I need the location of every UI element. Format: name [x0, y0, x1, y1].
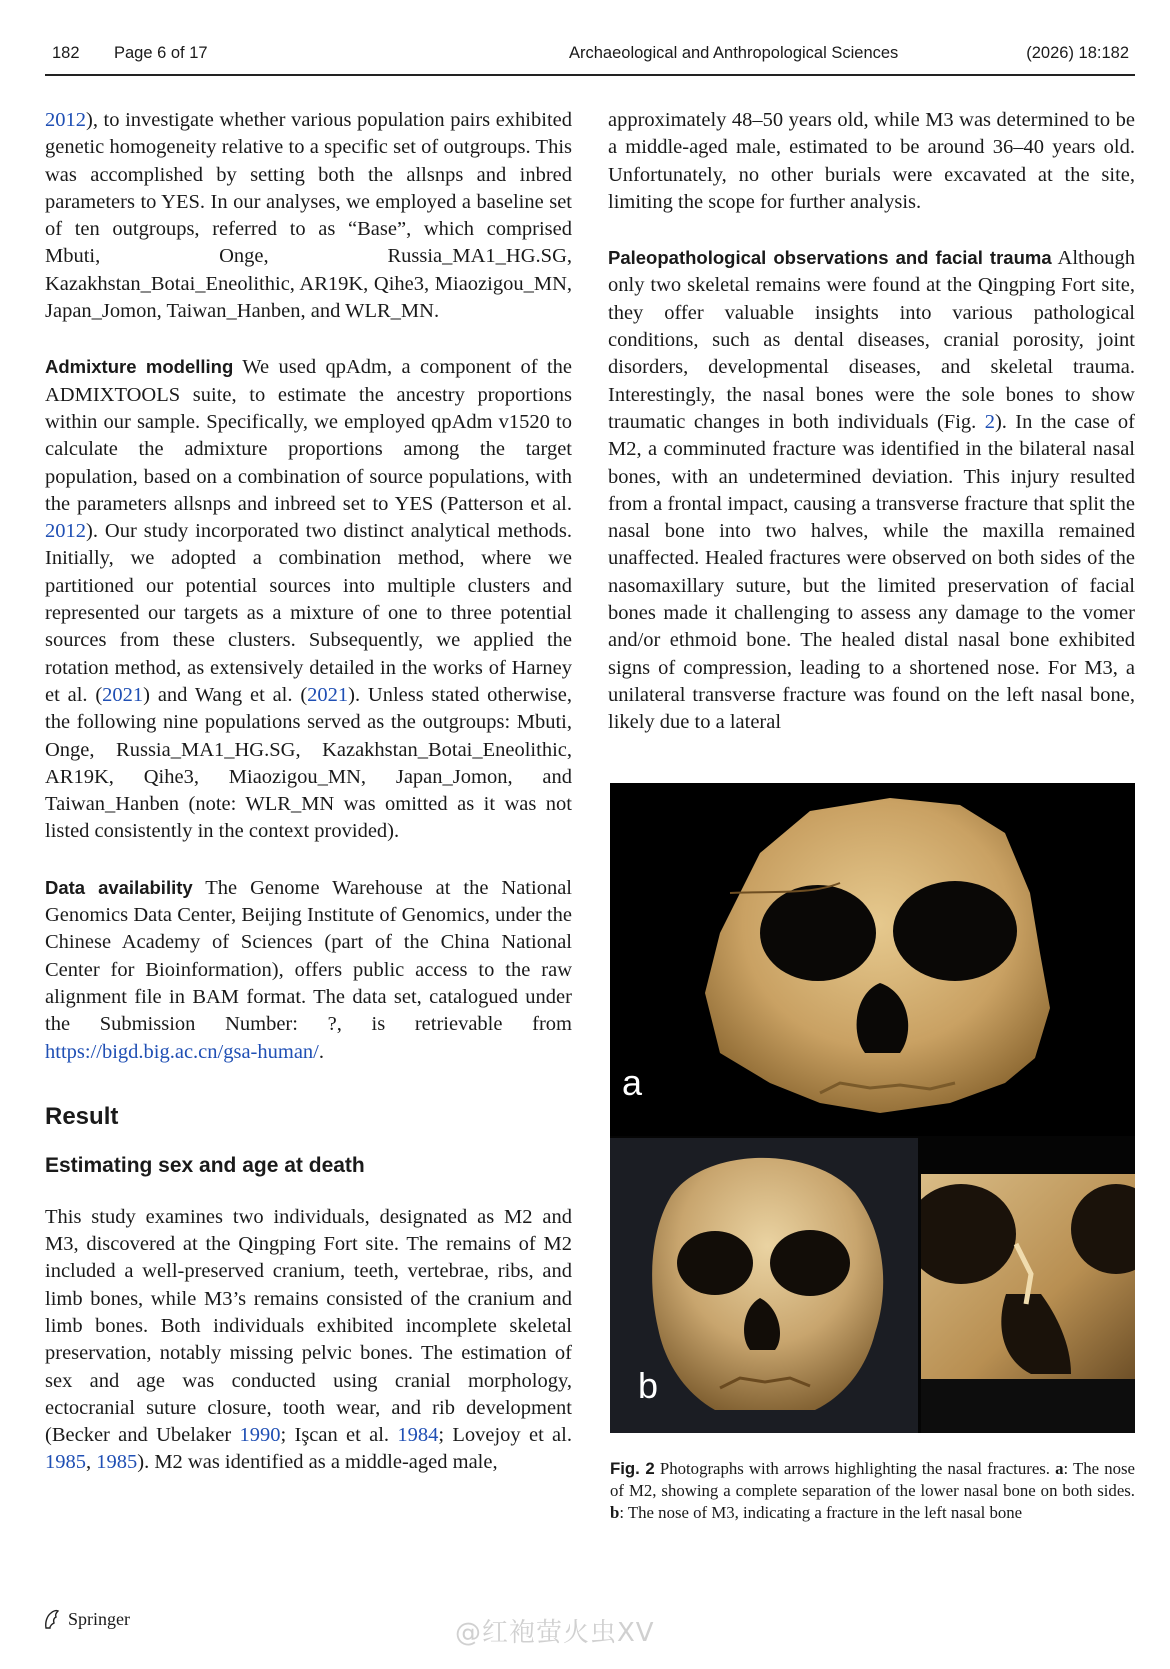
watermark: @红袍萤火虫XV — [455, 1618, 655, 1648]
figure-panel-a — [610, 783, 1135, 1136]
figure-reference-link[interactable]: 2 — [984, 410, 995, 433]
citation-link[interactable]: 2012 — [45, 520, 86, 543]
figure-panel-b-right — [921, 1174, 1135, 1433]
right-column — [608, 107, 1135, 737]
runin-heading-admixture: Admixture modelling — [45, 356, 234, 378]
paragraph-paleopathology: Paleopathological observations and facial trauma Although only two skeletal remains were found at the Qingping Fort site, they offer valuable insights into various pathological conditions, such as dental diseases, cranial porosity, joint disorders, developmental diseases, and skeletal trauma. Interestingly, the nasal bones were the sole bones to show traumatic changes in both individuals (Fig. 2). In the case of M2, a comminuted fracture was identified in the bilateral nasal bones, with an undetermined deviation. This injury resulted from a frontal impact, causing a transverse fracture that split the nasal bone into two halves, while the maxilla remained unaffected. Healed fractures were observed on both sides of the nasomaxillary suture, but the limited preservation of facial bones made it challenging to assess any damage to the vomer and/or ethmoid bone. The healed distal nasal bone exhibited signs of compression, leading to a shortened nose. For M3, a unilateral transverse fracture was found on the left nasal bone, likely due to a lateral — [608, 247, 1135, 734]
runin-heading-data-availability: Data availability — [45, 876, 193, 898]
left-column — [45, 107, 572, 1477]
skull-m2-photo — [610, 783, 1135, 1136]
data-url-link[interactable]: https://bigd.big.ac.cn/gsa-human/ — [45, 1040, 319, 1063]
citation-link[interactable]: 2012 — [45, 109, 86, 131]
citation-link[interactable]: 1985 — [45, 1451, 86, 1474]
subsection-title: Estimating sex and age at death — [45, 1153, 365, 1177]
nasal-closeup-photo — [921, 1174, 1135, 1433]
figure-label: Fig. 2 — [610, 1459, 655, 1478]
running-header — [45, 42, 1135, 76]
paragraph-admixture: Admixture modelling We used qpAdm, a component of the ADMIXTOOLS suite, to estimate the ancestry proportions within our sample. Specifically, we employed qpAdm v1520 to calculate the admixture proportions among the target population, based on a combination of source populations, with the parameters allsnps and inbreed set to YES (Patterson et al. 2012). Our study incorporated two distinct analytical methods. Initially, we adopted a combination method, where we partitioned our potential sources into multiple clusters and represented our targets as a mixture of one to three potential sources from these clusters. Subsequently, we applied the rotation method, as extensively detailed in the works of Harney et al. (2021) and Wang et al. (2021). Unless stated otherwise, the following nine populations served as the outgroups: Mbuti, Onge, Russia_MA1_HG.SG, Kazakhstan_Botai_Eneolithic, AR19K, Qihe3, Miaozigou_MN, Japan_Jomon, and Taiwan_Hanben (note: WLR_MN was omitted as it was not listed consistently in the context provided). — [45, 356, 572, 843]
figure-panel-b-left — [610, 1138, 918, 1433]
citation-link[interactable]: 1985 — [96, 1451, 138, 1474]
article-citation: (2026) 18:182 — [1026, 44, 1129, 62]
panel-label-a: a — [622, 1062, 643, 1103]
journal-name: Archaeological and Anthropological Sciences — [569, 44, 899, 62]
springer-horse-icon — [42, 1608, 62, 1630]
paragraph-sex-age: This study examines two individuals, designated as M2 and M3, discovered at the Qingping Fort site. The remains of M2 included a well-preserved cranium, teeth, vertebrae, ribs, and limb bones, while M3’s remains consisted of the cranium and limb bones. Both individuals exhibited incomplete skeletal preservation, notably missing pelvic bones. The estimation of sex and age was conducted using cranial morphology, ectocranial suture closure, tooth wear, and rib development (Becker and Ubelaker 1990; Işcan et al. 1984; Lovejoy et al. 1985, 1985). M2 was identified as a middle-aged male, — [45, 1205, 572, 1474]
panel-label-b: b — [638, 1365, 659, 1406]
paragraph-outgroups: 2012), to investigate whether various population pairs exhibited genetic homogeneity relative to a specific set of outgroups. This was accomplished by setting both the allsnps and inbred parameters to YES. In our analyses, we employed a baseline set of ten outgroups, referred to as “Base”, which comprised Mbuti, Onge, Russia_MA1_HG.SG, Kazakhstan_Botai_Eneolithic, AR19K, Qihe3, Miaozigou_MN, Japan_Jomon, Taiwan_Hanben, and WLR_MN. — [45, 109, 572, 323]
page-of: Page 6 of 17 — [114, 44, 208, 62]
page-number: 182 — [52, 44, 80, 62]
paragraph-data-availability: Data availability The Genome Warehouse at the National Genomics Data Center, Beijing Institute of Genomics, under the Chinese Academy of Sciences (part of the China National Center for Bioinformation), offers public access to the raw alignment file in BAM format. The data set, catalogued under the Submission Number: ?, is retrievable from https://bigd.big.ac.cn/gsa-human/. — [45, 876, 572, 1063]
citation-link[interactable]: 2021 — [307, 683, 349, 706]
figure-caption: Fig. 2 Photographs with arrows highlighting the nasal fractures. a: The nose of M2, showing a complete separation of the lower nasal bone on both sides. b: The nose of M3, indicating a fracture in the left nasal bone — [610, 1459, 1136, 1522]
citation-link[interactable]: 1984 — [397, 1424, 439, 1447]
paragraph-age-m3: approximately 48–50 years old, while M3 was determined to be a middle-aged male, estimated to be around 36–40 years old. Unfortunately, no other burials were excavated at the site, limiting the scope for further analysis. — [608, 109, 1135, 213]
citation-link[interactable]: 1990 — [239, 1424, 281, 1447]
publisher-name: Springer — [68, 1608, 130, 1629]
figure-2 — [610, 783, 1135, 1433]
citation-link[interactable]: 2021 — [102, 683, 144, 706]
runin-heading-paleopathology: Paleopathological observations and facial trauma — [608, 247, 1052, 269]
page-footer — [42, 1608, 130, 1630]
section-title: Result — [45, 1102, 119, 1130]
